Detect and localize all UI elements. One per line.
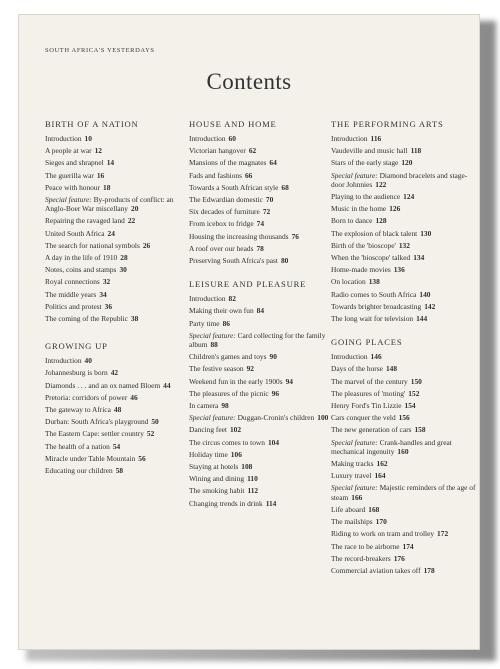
toc-entry	[331, 290, 479, 299]
toc-entry	[331, 566, 479, 575]
entry-title: Politics and protest	[45, 301, 102, 311]
toc-entry	[331, 529, 479, 538]
page-number: 160	[397, 446, 409, 456]
entry-title: Born to dance	[331, 216, 373, 226]
page-number: 84	[256, 306, 265, 316]
page-number: 134	[413, 253, 425, 263]
page-number: 66	[244, 170, 253, 180]
special-feature-label: Special feature:	[331, 437, 378, 447]
entry-title: When the 'bioscope' talked	[331, 253, 411, 263]
entry-title: A day in the life of 1910	[45, 253, 118, 263]
entry-title: Birth of the 'bioscope'	[331, 240, 396, 250]
page-number: 114	[265, 498, 277, 508]
toc-entry	[189, 306, 337, 315]
entry-title: Crank-handles and great mechanical ingenuity	[331, 437, 452, 456]
entry-title: Making their own fun	[189, 306, 254, 316]
page-number: 14	[106, 158, 115, 168]
column-3	[331, 119, 479, 589]
page-number: 16	[96, 170, 105, 180]
page-number: 98	[221, 401, 229, 411]
toc-entry	[189, 438, 337, 447]
toc-entry	[189, 389, 337, 398]
toc-entry	[189, 331, 337, 349]
page-number: 60	[228, 134, 236, 143]
page-number: 172	[437, 529, 449, 539]
toc-entry	[331, 517, 479, 526]
entry-title: The record-breakers	[331, 553, 391, 563]
toc-entry	[331, 277, 479, 286]
toc-entry	[331, 158, 479, 167]
entry-title: Stars of the early stage	[331, 158, 399, 168]
special-feature-label: Special feature:	[189, 330, 236, 340]
toc-entry	[45, 429, 193, 438]
page-number: 42	[110, 368, 119, 378]
toc-entry	[45, 405, 193, 414]
toc-entry	[189, 401, 337, 410]
toc-entry	[331, 192, 479, 201]
toc-entry	[331, 314, 479, 323]
entry-title: The middle years	[45, 289, 97, 299]
page-number: 10	[84, 134, 92, 143]
page-number: 158	[414, 425, 426, 435]
section-title: HOUSE AND HOME	[189, 119, 277, 129]
page-title: Contents	[206, 69, 292, 94]
toc-entry	[189, 413, 337, 422]
page-number: 90	[269, 352, 277, 362]
page-number: 118	[410, 146, 422, 156]
page-number: 106	[230, 449, 242, 459]
entry-title: The smoking habit	[189, 486, 245, 496]
toc-entry	[45, 183, 193, 192]
toc-entry	[189, 364, 337, 373]
entry-title: Introduction	[331, 134, 368, 143]
entry-title: The race to be airborne	[331, 541, 400, 551]
page-number: 46	[130, 392, 138, 402]
page-number: 24	[107, 228, 115, 238]
toc-entry	[45, 195, 193, 213]
entry-title: Changing trends in drink	[189, 498, 263, 508]
toc-entry	[45, 277, 193, 286]
toc-entry	[331, 401, 479, 410]
page-number: 120	[401, 158, 413, 168]
toc-entry	[45, 290, 193, 299]
section-title: GOING PLACES	[331, 337, 403, 348]
toc-entry	[189, 195, 337, 204]
special-feature-label: Special feature:	[331, 170, 378, 180]
entry-title: The circus comes to town	[189, 437, 265, 447]
entry-title: United South Africa	[45, 228, 105, 238]
page-number: 94	[285, 376, 293, 386]
toc-entry	[45, 393, 193, 402]
toc-entry	[45, 158, 193, 167]
section-title: LEISURE AND PLEASURE	[189, 279, 307, 290]
toc-entry	[189, 207, 337, 216]
entry-title: Music in the home	[331, 204, 387, 214]
toc-entry	[45, 253, 193, 262]
entry-title: The pleasures of the picnic	[189, 388, 269, 398]
entry-title: Cars conquer the veld	[331, 413, 396, 423]
running-head: SOUTH AFRICA'S YESTERDAYS	[45, 47, 155, 54]
page-number: 154	[404, 401, 416, 411]
toc-entry	[189, 294, 337, 303]
entry-title: Sieges and shrapnel	[45, 158, 104, 168]
page-number: 28	[120, 253, 128, 263]
toc-entry	[45, 466, 193, 475]
entry-title: The gateway to Africa	[45, 405, 111, 415]
page-number: 54	[112, 441, 121, 451]
toc-entry	[45, 229, 193, 238]
entry-title: In camera	[189, 401, 219, 411]
entry-title: Pretoria: corridors of power	[45, 392, 128, 402]
page-number: 18	[103, 182, 111, 192]
toc-entry	[331, 554, 479, 563]
entry-title: Diamonds . . . and an ox named Bloem	[45, 380, 161, 390]
section-title: GROWING UP	[45, 341, 108, 352]
toc-entry	[189, 352, 337, 361]
entry-title: Towards brighter broadcasting	[331, 301, 422, 311]
entry-title: Introduction	[189, 294, 226, 304]
toc-entry	[189, 219, 337, 228]
toc-entry	[45, 216, 193, 225]
entry-title: Majestic reminders of the age of steam	[331, 483, 476, 502]
special-feature-label: Special feature:	[189, 413, 236, 423]
toc-entry	[331, 425, 479, 434]
entry-title: Peace with honour	[45, 182, 101, 192]
page-number: 122	[375, 179, 387, 189]
page-number: 132	[398, 240, 410, 250]
page-number: 50	[151, 417, 159, 427]
page-number: 148	[385, 364, 398, 374]
page-number: 92	[246, 364, 254, 374]
toc-entry	[331, 229, 479, 238]
entry-title: The health of a nation	[45, 441, 110, 451]
toc-entry	[45, 146, 193, 155]
entry-title: Introduction	[45, 356, 82, 366]
entry-title: The Edwardian domestic	[189, 195, 263, 205]
entry-title: Radio comes to South Africa	[331, 289, 417, 299]
entry-title: The Eastern Cape: settler country	[45, 429, 144, 439]
page-number: 72	[262, 207, 271, 217]
toc-entry	[45, 171, 193, 180]
page-number: 146	[370, 352, 382, 362]
entry-title: Weekend fun in the early 1900s	[189, 376, 283, 386]
entry-title: Henry Ford's Tin Lizzie	[331, 401, 402, 411]
page-number: 30	[119, 265, 127, 275]
toc-entry	[189, 134, 337, 143]
toc-entry	[189, 474, 337, 483]
toc-entry	[331, 352, 479, 361]
page-number: 96	[271, 388, 280, 398]
entry-title: Six decades of furniture	[189, 207, 260, 217]
entry-title: Home-made movies	[331, 265, 391, 275]
entry-title: Wining and dining	[189, 474, 245, 484]
toc-entry	[331, 413, 479, 422]
toc-entry	[331, 171, 479, 189]
page-number: 150	[410, 376, 422, 386]
page-number: 178	[423, 565, 435, 575]
entry-title: Miracle under Table Mountain	[45, 453, 136, 463]
entry-title: A roof over our heads	[189, 243, 254, 253]
entry-title: Educating our children	[45, 466, 113, 476]
entry-title: The long wait for television	[331, 314, 414, 324]
entry-title: Days of the horse	[331, 364, 383, 374]
entry-title: Notes, coins and stamps	[45, 265, 117, 275]
page-number: 142	[424, 301, 436, 311]
page-number: 70	[265, 195, 274, 205]
toc-entry	[189, 425, 337, 434]
contents-page	[18, 14, 480, 650]
page-number: 168	[368, 504, 380, 514]
page-number: 58	[115, 466, 124, 476]
toc-entry	[331, 438, 479, 456]
entry-title: Introduction	[189, 134, 226, 143]
page-number: 156	[398, 413, 410, 423]
entry-title: The search for national symbols	[45, 240, 140, 250]
entry-title: Vaudeville and music hall	[331, 146, 408, 156]
entry-title: From icebox to fridge	[189, 219, 254, 229]
toc-entry	[189, 486, 337, 495]
toc-entry	[189, 499, 337, 508]
entry-title: Holiday time	[189, 449, 228, 459]
entry-title: Diamond bracelets and stage-door Johnnies	[331, 170, 468, 189]
toc-entry	[45, 417, 193, 426]
toc-entry	[189, 158, 337, 167]
page-number: 176	[393, 553, 405, 563]
toc-entry	[331, 542, 479, 551]
special-feature-label: Special feature:	[331, 483, 378, 493]
toc-entry	[331, 204, 479, 213]
entry-title: Fads and fashions	[189, 170, 242, 180]
entry-title: Johannesburg is born	[45, 368, 108, 378]
entry-title: Children's games and toys	[189, 352, 267, 362]
toc-section	[45, 119, 193, 323]
page-number: 128	[375, 216, 387, 226]
page-number: 26	[142, 240, 151, 250]
toc-entry	[331, 253, 479, 262]
toc-entry	[45, 356, 193, 365]
entry-title: Mansions of the magnates	[189, 158, 267, 168]
page-number: 40	[84, 356, 92, 366]
page-number: 80	[280, 256, 289, 266]
page-number: 136	[393, 265, 405, 275]
page-number: 124	[403, 192, 415, 202]
page-number: 144	[416, 314, 428, 324]
page-number: 164	[374, 471, 386, 481]
entry-title: Party time	[189, 318, 220, 328]
page-number: 166	[351, 492, 363, 502]
page-number: 62	[248, 146, 257, 156]
entry-title: Royal connections	[45, 277, 100, 287]
toc-entry	[331, 216, 479, 225]
toc-entry	[189, 171, 337, 180]
toc-entry	[189, 146, 337, 155]
toc-section	[331, 337, 479, 575]
entry-title: The festive season	[189, 364, 244, 374]
page-number: 152	[408, 388, 420, 398]
toc-entry	[331, 302, 479, 311]
page-number: 174	[402, 541, 414, 551]
toc-entry	[45, 381, 193, 390]
entry-title: Victorian hangover	[189, 146, 246, 156]
entry-title: Making tracks	[331, 459, 374, 469]
toc-entry	[189, 244, 337, 253]
section-title: THE PERFORMING ARTS	[331, 119, 444, 129]
page-number: 56	[138, 453, 146, 463]
entry-title: Introduction	[45, 134, 82, 143]
toc-entry	[331, 364, 479, 373]
page-number: 126	[389, 204, 401, 214]
toc-entry	[45, 368, 193, 377]
toc-entry	[45, 265, 193, 274]
toc-entry	[331, 146, 479, 155]
toc-entry	[331, 471, 479, 480]
column-1	[45, 119, 193, 489]
page-number: 112	[247, 486, 259, 496]
entry-title: Playing to the audience	[331, 192, 401, 202]
page-number: 36	[104, 301, 113, 311]
toc-entry	[45, 134, 193, 143]
toc-entry	[189, 256, 337, 265]
entry-title: By-products of conflict: an Anglo-Boer War miscellany	[45, 195, 174, 214]
page-number: 116	[370, 134, 382, 143]
page-number: 64	[269, 158, 277, 168]
page-number: 100	[317, 413, 329, 423]
entry-title: Preserving South Africa's past	[189, 256, 278, 266]
toc-section	[331, 119, 479, 323]
page-number: 78	[256, 243, 264, 253]
entry-title: Repairing the ravaged land	[45, 216, 125, 226]
toc-entry	[331, 483, 479, 501]
page-number: 108	[241, 462, 253, 472]
page-number: 138	[368, 277, 380, 287]
entry-title: Staying at hotels	[189, 462, 239, 472]
entry-title: A people at war	[45, 146, 92, 156]
entry-title: Durban: South Africa's playground	[45, 417, 149, 427]
page-number: 12	[94, 146, 102, 156]
entry-title: Housing the increasing thousands	[189, 231, 289, 241]
page-number: 38	[130, 314, 139, 324]
entry-title: The guerilla war	[45, 170, 94, 180]
toc-section	[189, 279, 337, 508]
toc-entry	[45, 314, 193, 323]
page-number: 48	[113, 405, 122, 415]
page-number: 88	[210, 340, 218, 350]
toc-entry	[45, 241, 193, 250]
toc-entry	[331, 134, 479, 143]
page-number: 76	[291, 231, 299, 241]
page-number: 86	[222, 318, 230, 328]
page-number: 162	[376, 459, 388, 469]
toc-entry	[331, 389, 479, 398]
entry-title: Introduction	[331, 352, 368, 362]
page-number: 68	[281, 182, 289, 192]
toc-entry	[331, 459, 479, 468]
page-number: 22	[127, 216, 136, 226]
toc-section	[45, 341, 193, 475]
toc-entry	[189, 319, 337, 328]
page-number: 44	[163, 380, 171, 390]
page-number: 170	[375, 517, 387, 527]
page-number: 140	[419, 289, 431, 299]
special-feature-label: Special feature:	[45, 195, 92, 205]
entry-title: The coming of the Republic	[45, 314, 128, 324]
entry-title: The marvel of the century	[331, 376, 408, 386]
page-number: 34	[99, 289, 107, 299]
entry-title: Luxury travel	[331, 471, 372, 481]
entry-title: The new generation of cars	[331, 425, 412, 435]
toc-section	[189, 119, 337, 265]
page-number: 130	[420, 228, 432, 238]
entry-title: Towards a South African style	[189, 182, 279, 192]
section-title: BIRTH OF A NATION	[45, 119, 139, 129]
toc-entry	[189, 450, 337, 459]
toc-entry	[331, 265, 479, 274]
page-number: 82	[228, 294, 236, 304]
toc-entry	[189, 462, 337, 471]
page-number: 32	[102, 277, 111, 287]
page-number: 104	[267, 437, 280, 447]
toc-entry	[189, 377, 337, 386]
page-number: 20	[131, 204, 139, 214]
toc-entry	[45, 302, 193, 311]
entry-title: Life aboard	[331, 504, 366, 514]
entry-title: Dancing feet	[189, 425, 227, 435]
column-2	[189, 119, 337, 522]
entry-title: The explosion of black talent	[331, 228, 418, 238]
toc-entry	[189, 232, 337, 241]
entry-title: Card collecting for the family album	[189, 330, 326, 350]
entry-title: Commercial aviation takes off	[331, 565, 421, 575]
page-number: 110	[247, 474, 258, 484]
page-number: 52	[146, 429, 155, 439]
page-number: 74	[256, 219, 265, 229]
page-number: 102	[229, 425, 242, 435]
toc-entry	[331, 377, 479, 386]
toc-entry	[331, 241, 479, 250]
toc-entry	[45, 454, 193, 463]
toc-entry	[331, 505, 479, 514]
entry-title: Duggan-Cronin's children	[237, 413, 315, 423]
entry-title: Riding to work on tram and trolley	[331, 529, 435, 539]
toc-entry	[189, 183, 337, 192]
entry-title: The pleasures of 'moting'	[331, 388, 406, 398]
toc-entry	[45, 442, 193, 451]
entry-title: On location	[331, 277, 366, 287]
entry-title: The mailships	[331, 517, 373, 527]
